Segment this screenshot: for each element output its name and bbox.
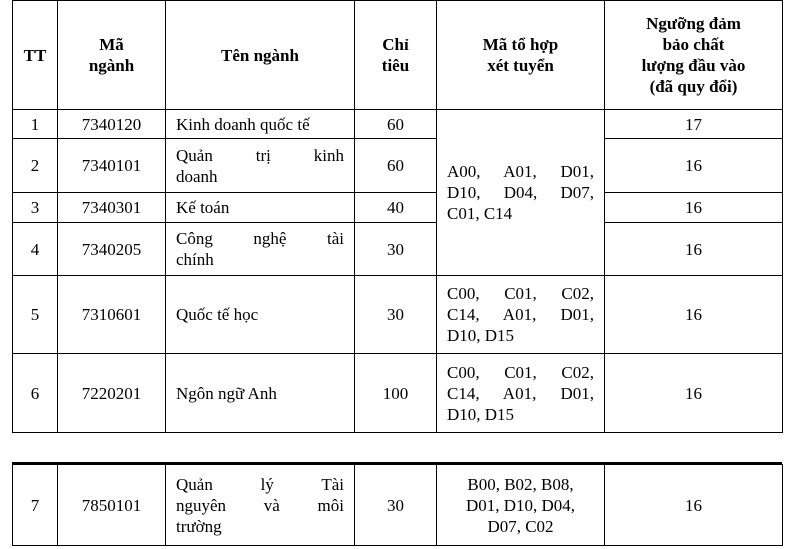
cell-nguong: 16 — [605, 193, 783, 223]
cell-nguong: 16 — [605, 276, 783, 354]
cell-ma-nganh: 7340301 — [58, 193, 166, 223]
cell-nguong: 16 — [605, 139, 783, 193]
cell-ten-nganh: Kế toán — [166, 193, 355, 223]
cell-chi-tieu: 30 — [355, 223, 437, 276]
cell-ma-nganh: 7220201 — [58, 354, 166, 433]
cell-ten-nganh: Công nghệ tài chính — [166, 223, 355, 276]
cell-ma-nganh: 7340205 — [58, 223, 166, 276]
cell-chi-tieu: 30 — [355, 276, 437, 354]
cell-ma-nganh: 7340120 — [58, 110, 166, 139]
cell-ma-nganh: 7850101 — [58, 465, 166, 546]
cell-chi-tieu: 30 — [355, 465, 437, 546]
cell-tt: 5 — [13, 276, 58, 354]
cell-chi-tieu: 60 — [355, 110, 437, 139]
table-row — [13, 110, 783, 139]
cell-chi-tieu: 100 — [355, 354, 437, 433]
cell-ten-nganh: Kinh doanh quốc tế — [166, 110, 355, 139]
table-row — [13, 465, 783, 546]
cell-nguong: 17 — [605, 110, 783, 139]
cell-nguong: 16 — [605, 223, 783, 276]
admission-table — [12, 0, 783, 433]
header-tt: TT — [13, 1, 58, 110]
cell-ten-nganh: Quản trị kinh doanh — [166, 139, 355, 193]
cell-to-hop: C00, C01, C02, C14, A01, D01, D10, D15 — [437, 354, 605, 433]
cell-nguong: 16 — [605, 354, 783, 433]
header-ten-nganh: Tên ngành — [166, 1, 355, 110]
cell-to-hop-shared: A00, A01, D01, D10, D04, D07, C01, C14 — [437, 110, 605, 276]
header-nguong: Ngưỡng đảm bảo chất lượng đầu vào (đã quy đổi) — [605, 1, 783, 110]
table-row — [13, 223, 783, 276]
table-row — [13, 354, 783, 433]
table-row — [13, 193, 783, 223]
cell-to-hop: B00, B02, B08, D01, D10, D04, D07, C02 — [437, 465, 605, 546]
table-row — [13, 139, 783, 193]
cell-nguong: 16 — [605, 465, 783, 546]
cell-ten-nganh: Quốc tế học — [166, 276, 355, 354]
cell-tt: 3 — [13, 193, 58, 223]
cell-ten-nganh: Quản lý Tài nguyên và môi trường — [166, 465, 355, 546]
cell-tt: 2 — [13, 139, 58, 193]
header-to-hop: Mã tổ hợp xét tuyển — [437, 1, 605, 110]
cell-tt: 7 — [13, 465, 58, 546]
cell-chi-tieu: 40 — [355, 193, 437, 223]
cell-ma-nganh: 7310601 — [58, 276, 166, 354]
admission-table-continued — [12, 464, 783, 546]
header-ma-nganh: Mã ngành — [58, 1, 166, 110]
cell-ma-nganh: 7340101 — [58, 139, 166, 193]
table-row — [13, 276, 783, 354]
cell-to-hop: C00, C01, C02, C14, A01, D01, D10, D15 — [437, 276, 605, 354]
cell-tt: 6 — [13, 354, 58, 433]
cell-tt: 4 — [13, 223, 58, 276]
header-chi-tieu: Chỉ tiêu — [355, 1, 437, 110]
cell-tt: 1 — [13, 110, 58, 139]
cell-ten-nganh: Ngôn ngữ Anh — [166, 354, 355, 433]
cell-chi-tieu: 60 — [355, 139, 437, 193]
header-row — [13, 1, 783, 110]
